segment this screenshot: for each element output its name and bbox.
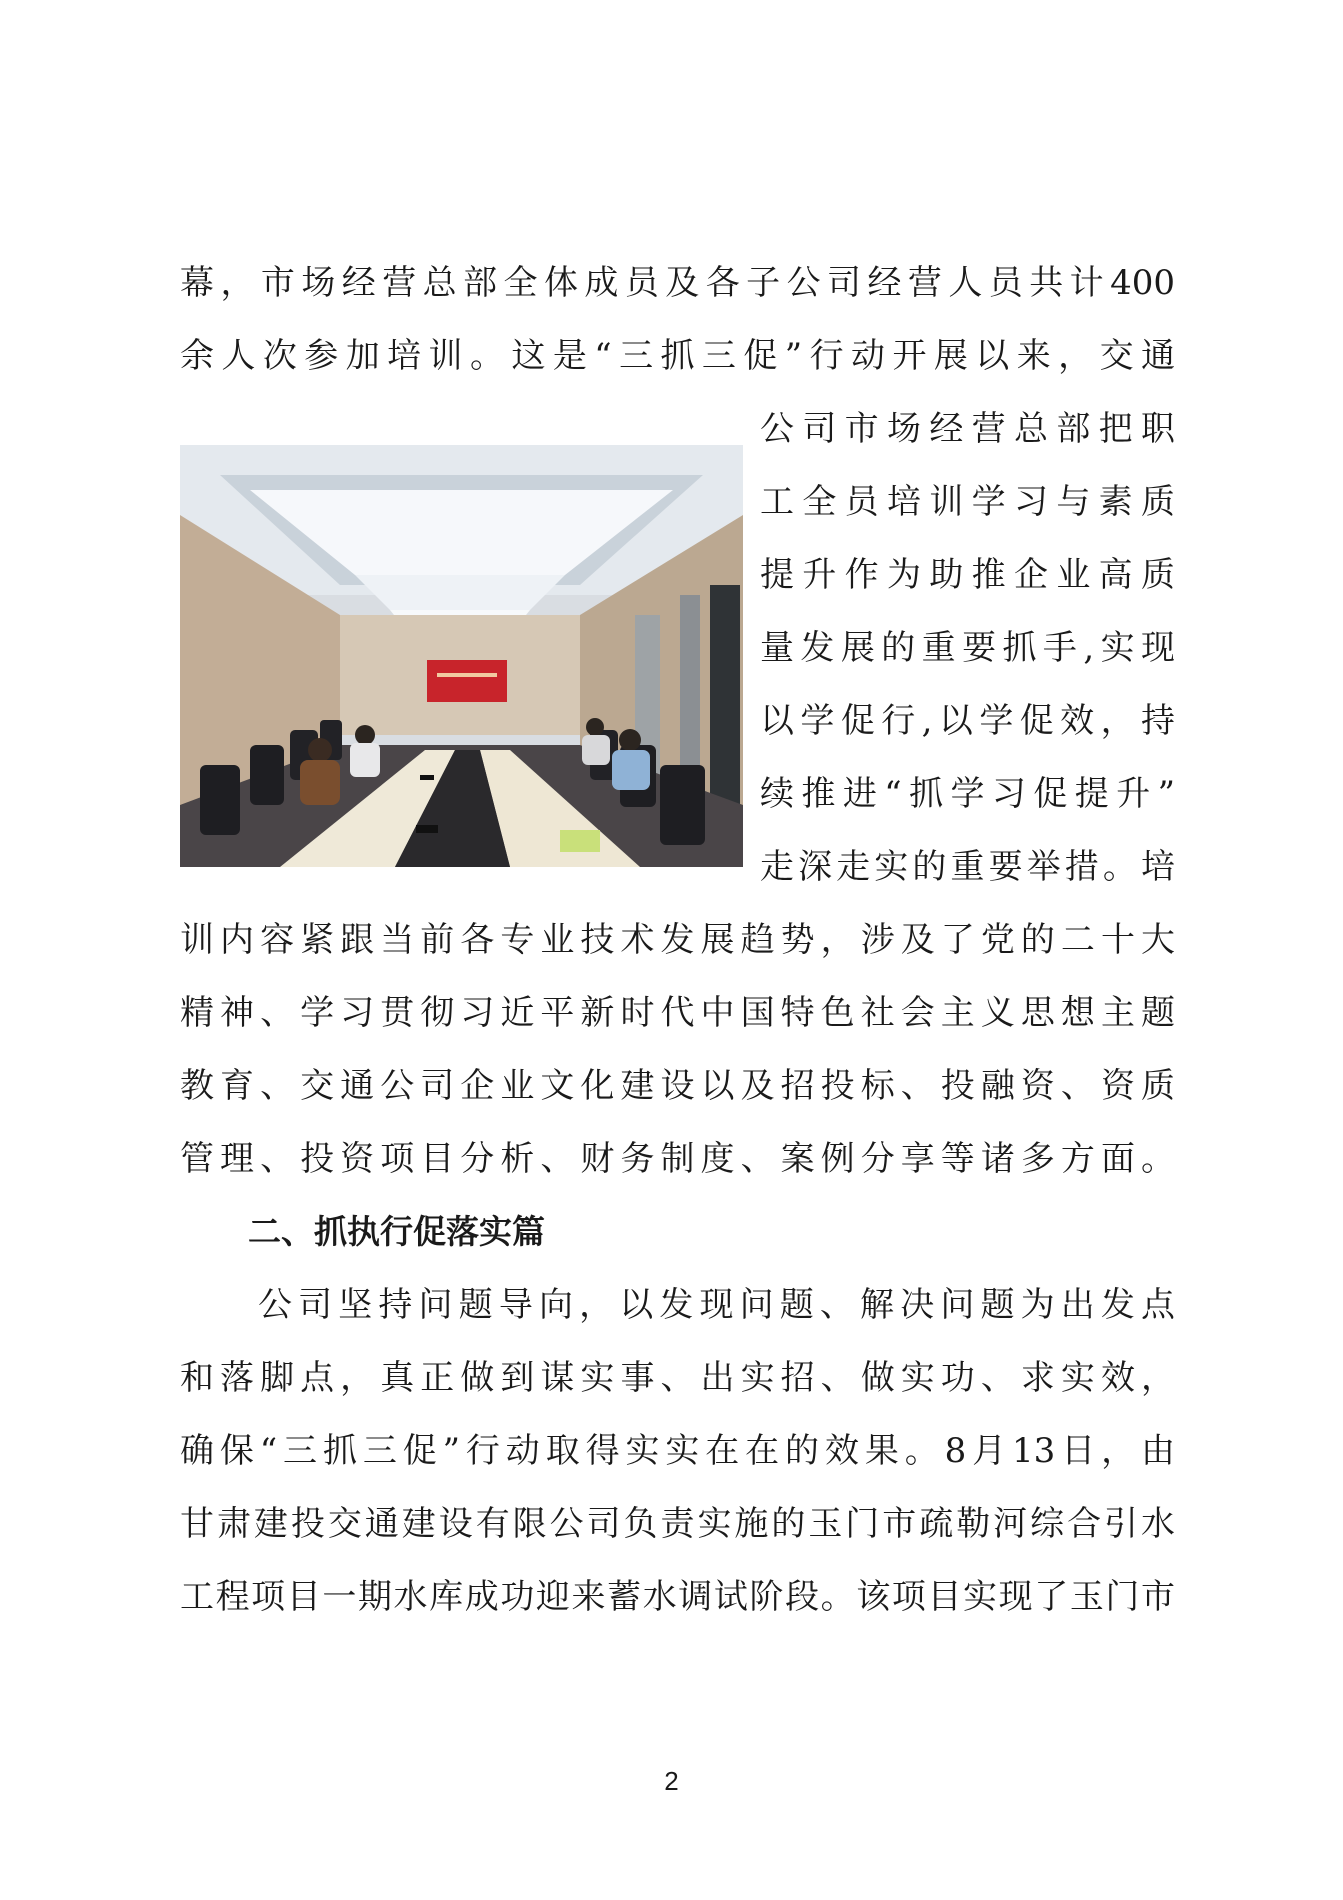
- text-line-wrap: 公司市场经营总部把职: [760, 409, 1175, 449]
- text-line: 和落脚点，真正做到谋实事、出实招、做实功、求实效，: [180, 1358, 1175, 1398]
- text-line: 甘肃建投交通建设有限公司负责实施的玉门市疏勒河综合引水: [180, 1504, 1175, 1544]
- page-number: 2: [664, 1766, 679, 1796]
- meeting-room-photo: [180, 445, 743, 867]
- text-line-wrap: 续推进“抓学习促提升”: [760, 774, 1175, 814]
- text-line: 余人次参加培训。这是“三抓三促”行动开展以来，交通: [180, 336, 1175, 376]
- text-line: 公司坚持问题导向，以发现问题、解决问题为出发点: [258, 1285, 1175, 1325]
- text-line: 幕，市场经营总部全体成员及各子公司经营人员共计400: [180, 263, 1175, 303]
- text-line: 精神、学习贯彻习近平新时代中国特色社会主义思想主题: [180, 993, 1175, 1033]
- text-line-wrap: 走深走实的重要举措。培: [760, 847, 1175, 887]
- meeting-photo-illustration: [180, 445, 743, 867]
- presentation-screen: [427, 660, 507, 702]
- text-line: 教育、交通公司企业文化建设以及招投标、投融资、资质: [180, 1066, 1175, 1106]
- text-line: 工程项目一期水库成功迎来蓄水调试阶段。该项目实现了玉门市: [180, 1577, 1175, 1617]
- text-line-wrap: 工全员培训学习与素质: [760, 482, 1175, 522]
- text-line: 确保“三抓三促”行动取得实实在在的效果。8月13日，由: [180, 1431, 1175, 1471]
- text-line: 训内容紧跟当前各专业技术发展趋势，涉及了党的二十大: [180, 920, 1175, 960]
- text-line-wrap: 提升作为助推企业高质: [760, 555, 1175, 595]
- section-heading: 二、抓执行促落实篇: [248, 1212, 545, 1251]
- text-line: 管理、投资项目分析、财务制度、案例分享等诸多方面。: [180, 1139, 1175, 1179]
- text-line-wrap: 量发展的重要抓手,实现: [760, 628, 1175, 668]
- text-line-wrap: 以学促行,以学促效，持: [760, 701, 1175, 741]
